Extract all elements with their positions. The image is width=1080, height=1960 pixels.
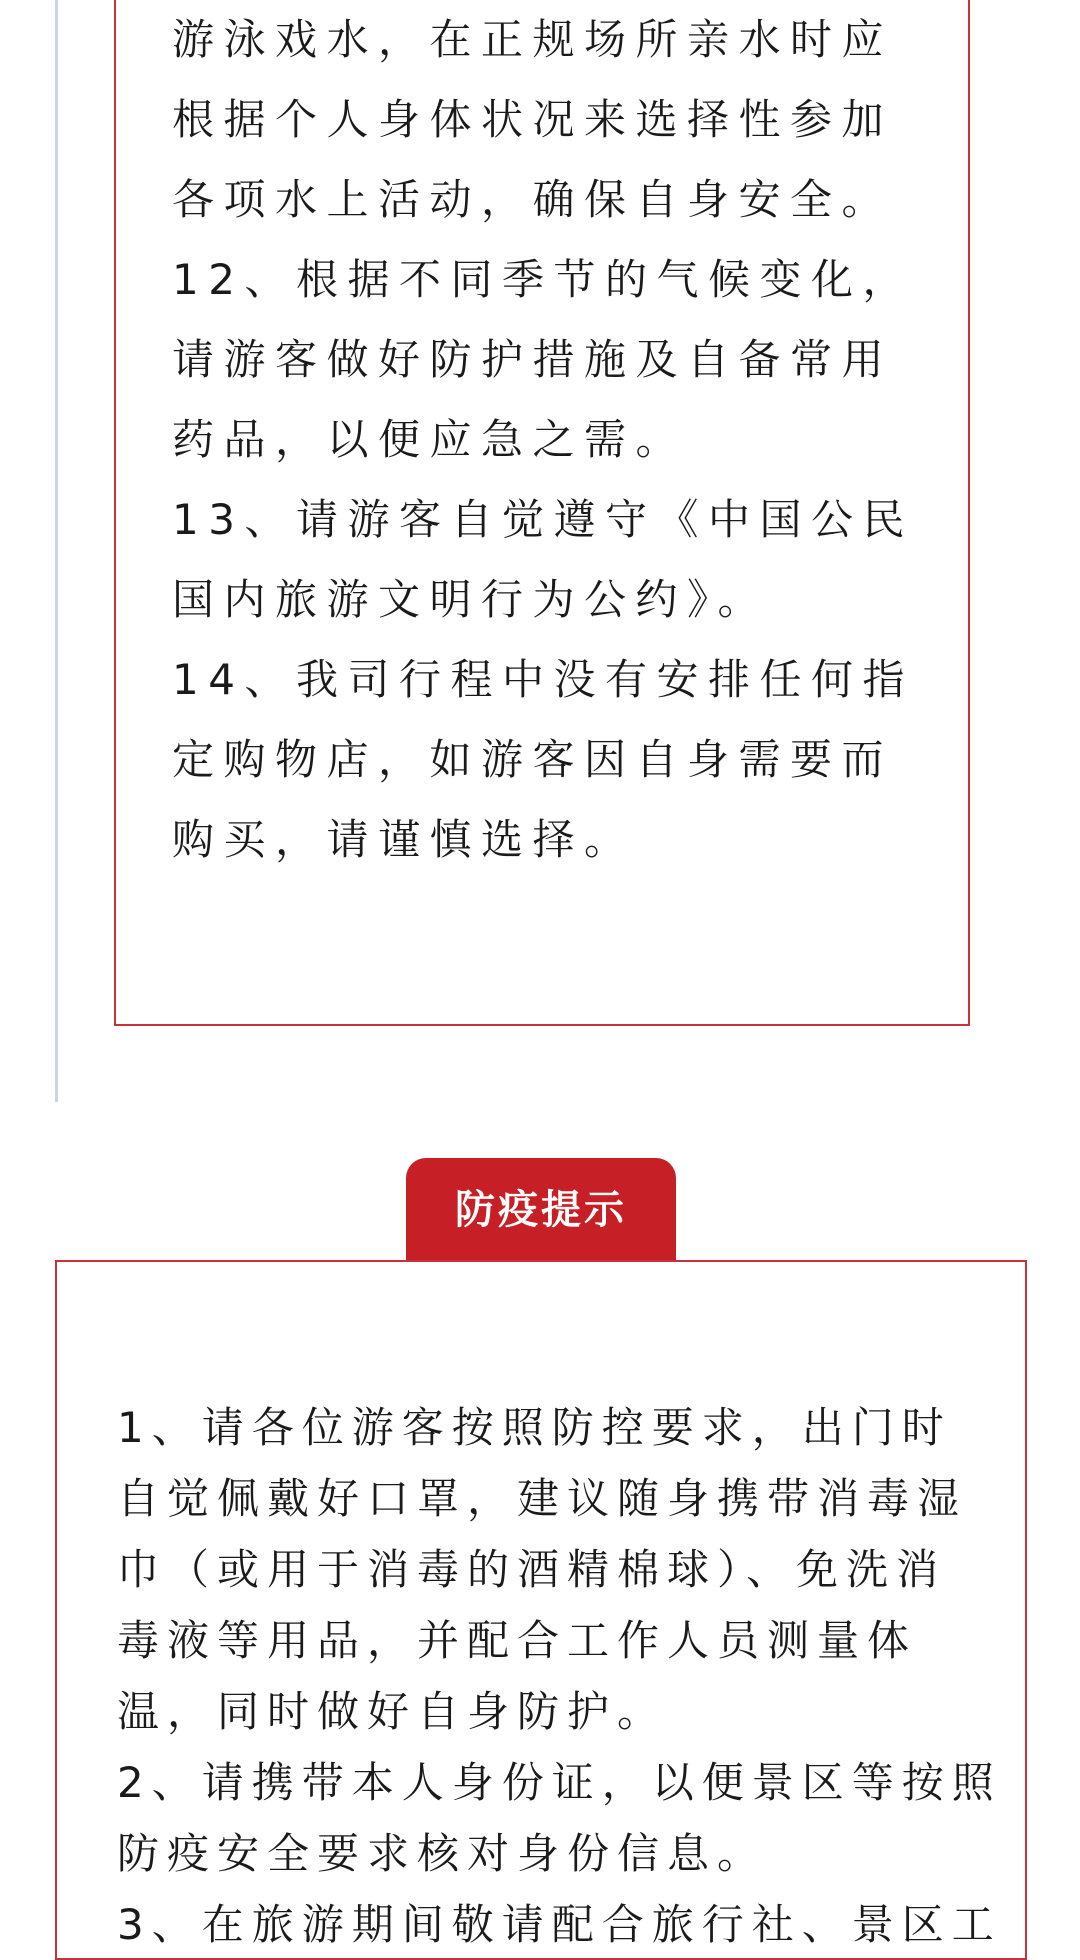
notice-line: 各项水上活动，确保自身安全。 bbox=[172, 175, 894, 224]
epidemic-line: 1、请各位游客按照防控要求，出门时 bbox=[117, 1403, 952, 1452]
notice-line: 请游客做好防护措施及自备常用 bbox=[172, 335, 894, 384]
notice-line: 药品，以便应急之需。 bbox=[172, 415, 688, 464]
notice-line: 根据个人身体状况来选择性参加 bbox=[172, 95, 894, 144]
notice-line: 12、根据不同季节的气候变化， bbox=[172, 255, 914, 304]
epidemic-notice-text bbox=[117, 1392, 1002, 1960]
epidemic-line: 2、请携带本人身份证，以便景区等按照 bbox=[117, 1758, 1002, 1807]
notice-line: 购买，请谨慎选择。 bbox=[172, 815, 636, 864]
epidemic-line: 防疫安全要求核对身份信息。 bbox=[117, 1829, 768, 1878]
notice-line: 定购物店，如游客因自身需要而 bbox=[172, 735, 894, 784]
epidemic-line: 毒液等用品，并配合工作人员测量体 bbox=[117, 1616, 918, 1665]
notice-line: 国内旅游文明行为公约》。 bbox=[172, 575, 770, 624]
notice-line: 游泳戏水，在正规场所亲水时应 bbox=[172, 15, 894, 64]
travel-notice-text bbox=[172, 0, 912, 880]
left-vertical-rule bbox=[55, 0, 58, 1102]
epidemic-line: 温，同时做好自身防护。 bbox=[117, 1687, 668, 1736]
notice-line: 13、请游客自觉遵守《中国公民 bbox=[172, 495, 914, 544]
notice-line: 14、我司行程中没有安排任何指 bbox=[172, 655, 914, 704]
epidemic-section-title: 防疫提示 bbox=[406, 1158, 676, 1262]
epidemic-line: 巾（或用于消毒的酒精棉球）、免洗消 bbox=[117, 1545, 947, 1594]
epidemic-line: 3、在旅游期间敬请配合旅行社、景区工 bbox=[117, 1900, 1002, 1949]
epidemic-line: 自觉佩戴好口罩，建议随身携带消毒湿 bbox=[117, 1474, 968, 1523]
